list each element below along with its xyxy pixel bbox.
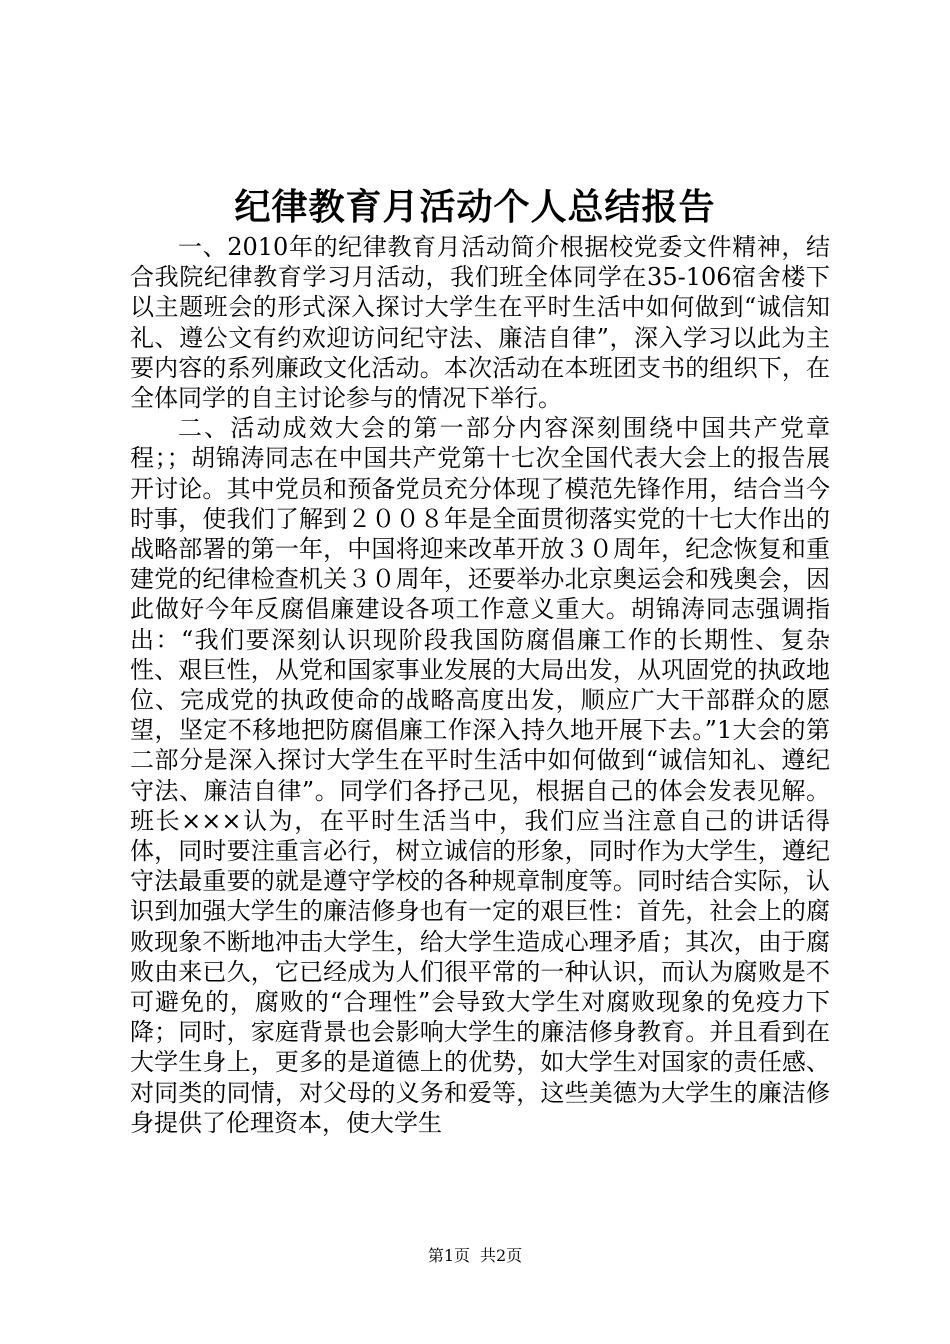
page-total: 共2页 [480, 1246, 523, 1265]
paragraph-2: 二、活动成效大会的第一部分内容深刻围绕中国共产党章程；；胡锦涛同志在中国共产党第十七次全国代表大会上的报告展开讨论。其中党员和预备党员充分体现了模范先锋作用，结合当今时事，使我们了解到２００８年是全面贯彻落实党的十七大作出的战略部署的第一年，中国将迎来改革开放３０周年，纪念恢复和重建党的纪律检查机关３０周年，还要举办北京奥运会和残奥会，因此做好今年反腐倡廉建设各项工作意义重大。胡锦涛同志强调指出：“我们要深刻认识现阶段我国防腐倡廉工作的长期性、复杂性、艰巨性，从党和国家事业发展的大局出发，从巩固党的执政地位、完成党的执政使命的战略高度出发，顺应广大干部群众的愿望，坚定不移地把防腐倡廉工作深入持久地开展下去。”1大会的第二部分是深入探讨大学生在平时生活中如何做到“诚信知礼、遵纪守法、廉洁自律”。同学们各抒己见，根据自己的体会发表见解。班长×××认为，在平时生活当中，我们应当注意自己的讲话得体，同时要注重言必行，树立诚信的形象，同时作为大学生，遵纪守法最重要的就是遵守学校的各种规章制度等。同时结合实际，认识到加强大学生的廉洁修身也有一定的艰巨性：首先，社会上的腐败现象不断地冲击大学生，给大学生造成心理矛盾；其次，由于腐败由来已久，它已经成为人们很平常的一种认识，而认为腐败是不可避免的，腐败的“合理性”会导致大学生对腐败现象的免疫力下降；同时，家庭背景也会影响大学生的廉洁修身教育。并且看到在大学生身上，更多的是道德上的优势，如大学生对国家的责任感、对同类的同情，对父母的义务和爱等，这些美德为大学生的廉洁修身提供了伦理资本，使大学生 [130, 414, 830, 1137]
page-footer [0, 1246, 950, 1266]
document-body [130, 232, 830, 1138]
page-number: 第1页 [427, 1246, 470, 1265]
paragraph-1: 一、2010年的纪律教育月活动简介根据校党委文件精神，结合我院纪律教育学习月活动，我们班全体同学在35-106宿舍楼下以主题班会的形式深入探讨大学生在平时生活中如何做到“诚信知礼、遵公文有约欢迎访问纪守法、廉洁自律”，深入学习以此为主要内容的系列廉政文化活动。本次活动在本班团支书的组织下，在全体同学的自主讨论参与的情况下举行。 [130, 233, 830, 413]
document-title: 纪律教育月活动个人总结报告 [234, 187, 716, 228]
